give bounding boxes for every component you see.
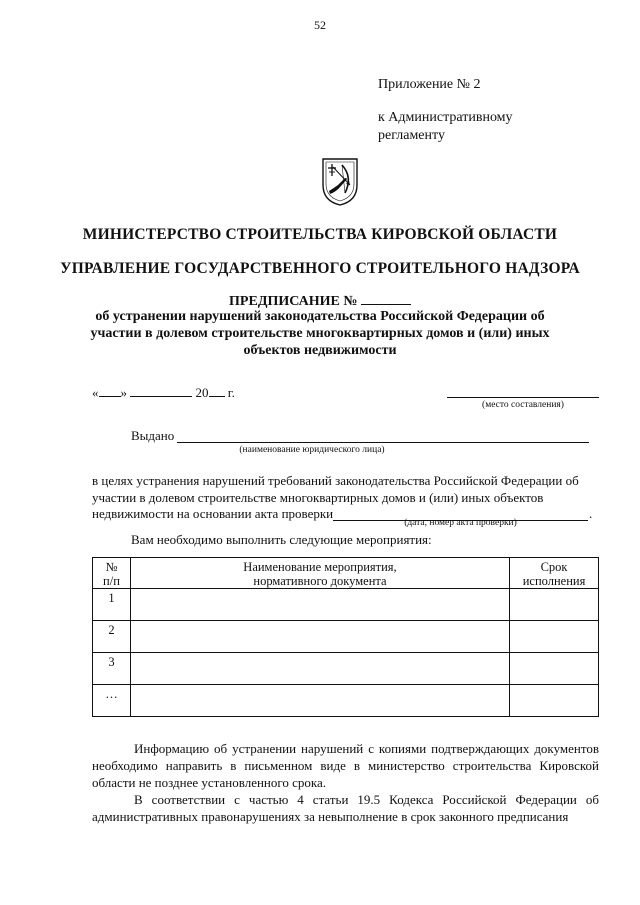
- order-title-text: ПРЕДПИСАНИЕ №: [229, 294, 358, 309]
- row-deadline-cell: [510, 589, 599, 621]
- col-header-deadline: [510, 558, 599, 589]
- row-measure-cell: [130, 621, 509, 653]
- department-title: УПРАВЛЕНИЕ ГОСУДАРСТВЕННОГО СТРОИТЕЛЬНОГО НАДЗОРА: [60, 260, 580, 277]
- instruction-text: Вам необходимо выполнить следующие мероприятия:: [131, 532, 432, 547]
- row-measure-cell: [130, 653, 509, 685]
- order-number-blank: [361, 292, 411, 305]
- kirov-coat-of-arms-icon: [320, 155, 360, 207]
- info-paragraph: Информацию об устранении нарушений с копиями подтверждающих документов необходимо направить в письменном виде в министерство строительства Кировской области не позднее установленного срока.: [92, 741, 599, 790]
- year-suffix: г.: [227, 385, 235, 400]
- year-prefix: 20: [195, 385, 209, 400]
- place-caption: (место составления): [482, 400, 564, 410]
- col-header-number: [93, 558, 131, 589]
- row-number: 3: [93, 653, 131, 685]
- order-subtitle-line1: об устранении нарушений законодательства Российской Федерации об: [95, 309, 545, 324]
- row-number: 2: [93, 621, 131, 653]
- purpose-line3: недвижимости на основании акта проверки: [92, 506, 334, 521]
- appendix-label: Приложение № 2: [378, 77, 481, 92]
- purpose-line2: участии в долевом строительстве многоквартирных домов и (или) иных объектов: [92, 490, 544, 505]
- ministry-title: МИНИСТЕРСТВО СТРОИТЕЛЬСТВА КИРОВСКОЙ ОБЛАСТИ: [82, 226, 558, 243]
- col-header-number-line1: №: [105, 560, 118, 574]
- row-deadline-cell: [510, 653, 599, 685]
- col-header-number-line2: п/п: [103, 574, 120, 588]
- inspection-act-caption: (дата, номер акта проверки): [404, 518, 517, 528]
- measures-table: [92, 557, 599, 717]
- row-measure-cell: [130, 589, 509, 621]
- date-close-quote: »: [120, 385, 127, 400]
- day-blank: [99, 384, 121, 397]
- year-blank: [209, 384, 225, 397]
- appendix-regulation-line1: к Административному: [378, 110, 513, 125]
- row-number: 1: [93, 589, 131, 621]
- row-deadline-cell: [510, 685, 599, 717]
- table-row: [93, 653, 599, 685]
- inspection-act-period: .: [589, 506, 593, 521]
- place-blank: [447, 383, 599, 398]
- table-row: [93, 685, 599, 717]
- row-number: …: [93, 685, 131, 717]
- row-deadline-cell: [510, 621, 599, 653]
- issued-caption: (наименование юридического лица): [239, 445, 385, 455]
- law-paragraph: В соответствии с частью 4 статьи 19.5 Кодекса Российской Федерации об административных правонарушениях за невыполнение в срок законного предписания: [92, 792, 599, 824]
- table-header-row: [93, 558, 599, 589]
- col-header-deadline-line1: Срок: [540, 560, 568, 574]
- table-row: [93, 589, 599, 621]
- order-title: [0, 292, 640, 310]
- col-header-deadline-line2: исполнения: [522, 574, 586, 588]
- col-header-measure-name: [130, 558, 509, 589]
- month-blank: [130, 384, 192, 397]
- appendix-regulation-line2: регламенту: [378, 128, 445, 143]
- order-subtitle-line3: объектов недвижимости: [243, 343, 397, 358]
- table-row: [93, 621, 599, 653]
- col-header-name-line1: Наименование мероприятия,: [243, 560, 397, 574]
- col-header-name-line2: нормативного документа: [253, 574, 387, 588]
- issued-label: Выдано: [131, 428, 175, 443]
- purpose-line1: в целях устранения нарушений требований законодательства Российской Федерации об: [92, 473, 579, 488]
- date-line: [92, 384, 235, 401]
- order-subtitle-line2: участии в долевом строительстве многоквартирных домов и (или) иных: [90, 326, 550, 341]
- row-measure-cell: [130, 685, 509, 717]
- issued-blank: [177, 428, 589, 443]
- date-open-quote: «: [92, 385, 99, 400]
- page-number: 52: [314, 18, 326, 32]
